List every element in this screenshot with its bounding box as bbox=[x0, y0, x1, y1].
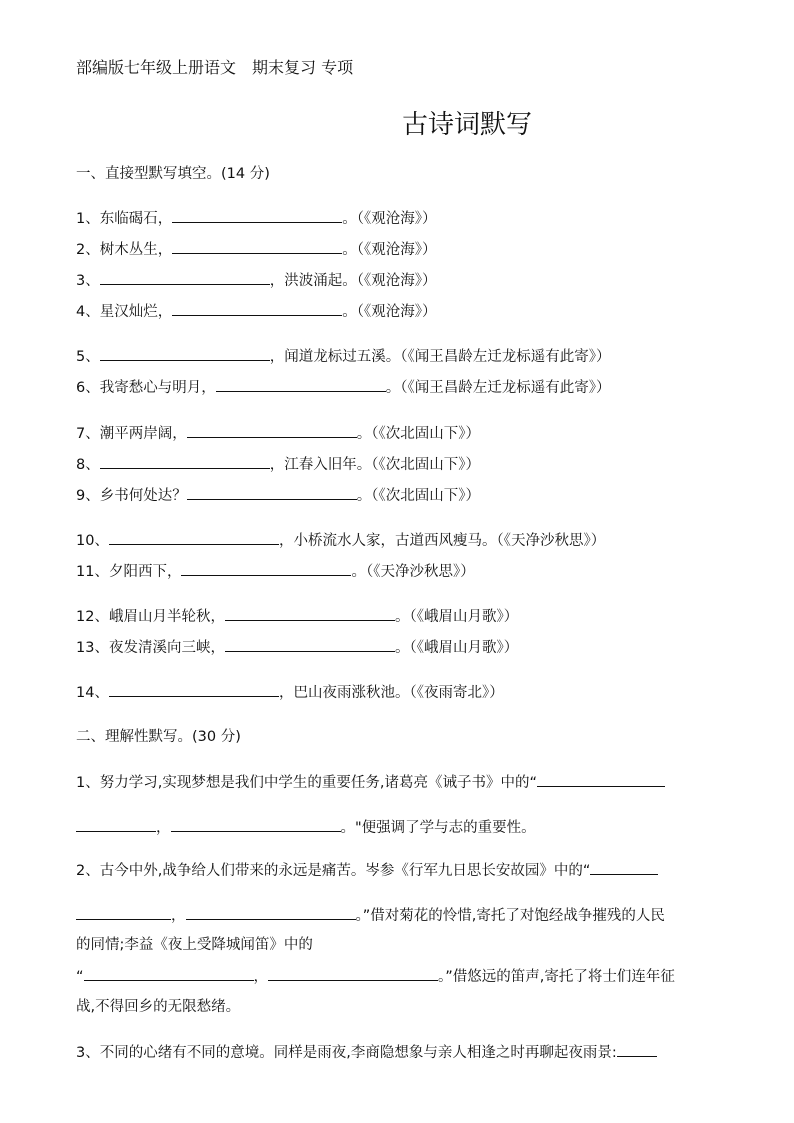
question-13: 13、夜发清溪向三峡， 。（《峨眉山月歌》） bbox=[76, 637, 518, 658]
question-8: 8、 ，江春入旧年。（《次北固山下》） bbox=[76, 454, 480, 475]
question-2-1-line1: 1、努力学习,实现梦想是我们中学生的重要任务,诸葛亮《诫子书》中的“ bbox=[76, 772, 665, 793]
answer-blank[interactable] bbox=[268, 966, 438, 981]
question-1: 1、东临碣石， 。（《观沧海》） bbox=[76, 208, 436, 229]
question-2-2-line2: ， 。”借对菊花的怜惜,寄托了对饱经战争摧残的人民 bbox=[76, 905, 665, 926]
question-3: 3、 ，洪波涌起。（《观沧海》） bbox=[76, 270, 436, 291]
question-2: 2、树木丛生， 。（《观沧海》） bbox=[76, 239, 436, 260]
section-heading-1: 一、直接型默写填空。(14 分) bbox=[76, 166, 270, 182]
question-14: 14、 ，巴山夜雨涨秋池。（《夜雨寄北》） bbox=[76, 682, 504, 703]
question-12: 12、峨眉山月半轮秋， 。（《峨眉山月歌》） bbox=[76, 606, 518, 627]
answer-blank[interactable] bbox=[537, 772, 665, 787]
answer-blank[interactable] bbox=[187, 485, 357, 500]
answer-blank[interactable] bbox=[109, 530, 279, 545]
question-6: 6、我寄愁心与明月， 。（《闻王昌龄左迁龙标遥有此寄》） bbox=[76, 377, 610, 398]
answer-blank[interactable] bbox=[225, 637, 395, 652]
question-2-2-line3: 的同情;李益《夜上受降城闻笛》中的 bbox=[76, 937, 313, 953]
answer-blank[interactable] bbox=[617, 1042, 657, 1057]
question-7: 7、潮平两岸阔， 。（《次北固山下》） bbox=[76, 423, 480, 444]
answer-blank[interactable] bbox=[76, 905, 171, 920]
answer-blank[interactable] bbox=[171, 817, 341, 832]
answer-blank[interactable] bbox=[100, 270, 270, 285]
question-4: 4、星汉灿烂， 。（《观沧海》） bbox=[76, 301, 436, 322]
question-2-2-line1: 2、古今中外,战争给人们带来的永远是痛苦。岑参《行军九日思长安故园》中的“ bbox=[76, 860, 658, 881]
answer-blank[interactable] bbox=[109, 682, 279, 697]
answer-blank[interactable] bbox=[100, 454, 270, 469]
document-header: 部编版七年级上册语文 期末复习 专项 bbox=[76, 58, 354, 77]
answer-blank[interactable] bbox=[84, 966, 254, 981]
question-2-3-line1: 3、不同的心绪有不同的意境。同样是雨夜,李商隐想象与亲人相逢之时再聊起夜雨景: bbox=[76, 1042, 657, 1063]
answer-blank[interactable] bbox=[172, 208, 342, 223]
question-2-1-line2: ， 。"便强调了学与志的重要性。 bbox=[76, 817, 536, 838]
answer-blank[interactable] bbox=[225, 606, 395, 621]
section-heading-2: 二、理解性默写。(30 分) bbox=[76, 729, 241, 745]
question-2-2-line4: “ ， 。”借悠远的笛声,寄托了将士们连年征 bbox=[76, 966, 675, 987]
answer-blank[interactable] bbox=[172, 239, 342, 254]
answer-blank[interactable] bbox=[76, 817, 156, 832]
answer-blank[interactable] bbox=[181, 561, 351, 576]
answer-blank[interactable] bbox=[187, 423, 357, 438]
answer-blank[interactable] bbox=[590, 860, 658, 875]
question-11: 11、夕阳西下， 。（《天净沙秋思》） bbox=[76, 561, 475, 582]
page-title: 古诗词默写 bbox=[402, 110, 533, 140]
question-5: 5、 ，闻道龙标过五溪。（《闻王昌龄左迁龙标遥有此寄》） bbox=[76, 346, 610, 367]
question-2-2-line5: 战,不得回乡的无限愁绪。 bbox=[76, 999, 241, 1015]
question-9: 9、乡书何处达？ 。（《次北固山下》） bbox=[76, 485, 480, 506]
question-10: 10、 ，小桥流水人家，古道西风瘦马。（《天净沙秋思》） bbox=[76, 530, 605, 551]
answer-blank[interactable] bbox=[216, 377, 386, 392]
answer-blank[interactable] bbox=[100, 346, 270, 361]
answer-blank[interactable] bbox=[186, 905, 356, 920]
answer-blank[interactable] bbox=[172, 301, 342, 316]
